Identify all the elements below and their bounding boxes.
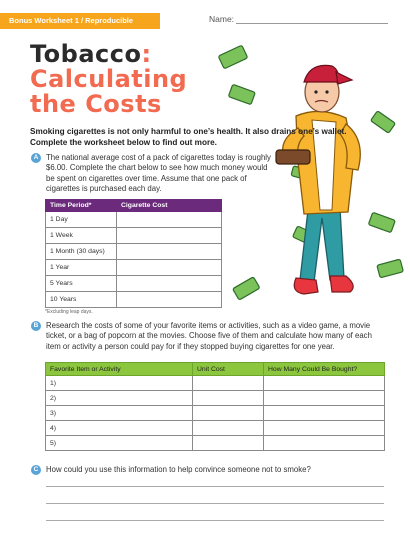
col-time-period: Time Period* [46,200,117,212]
table-header-row [46,200,222,212]
table-row [46,212,222,228]
cost-answer-cell[interactable] [117,292,222,308]
cost-answer-cell[interactable] [117,276,222,292]
section-c-text: How could you use this information to help convince someone not to smoke? [46,465,311,474]
title-line-2: Calculating [30,65,188,93]
unit-cost-cell[interactable] [193,406,264,421]
time-period-cell: 1 Year [46,260,117,276]
how-many-cell[interactable] [264,436,385,451]
how-many-cell[interactable] [264,391,385,406]
table-row [46,276,222,292]
cost-answer-cell[interactable] [117,212,222,228]
worksheet-tag: Bonus Worksheet 1 / Reproducible [0,13,160,29]
unit-cost-cell[interactable] [193,436,264,451]
section-a-badge: A [31,153,41,163]
table-row [46,228,222,244]
item-cell[interactable]: 3) [46,406,193,421]
name-label: Name: [209,14,235,24]
favorite-items-table [45,362,385,451]
cigarette-cost-table [45,199,222,308]
wallet-icon [276,150,310,164]
item-cell[interactable]: 5) [46,436,193,451]
title-colon: : [141,40,152,68]
answer-line[interactable] [46,486,384,487]
item-cell[interactable]: 1) [46,376,193,391]
time-period-cell: 5 Years [46,276,117,292]
unit-cost-cell[interactable] [193,391,264,406]
table-row [46,421,385,436]
section-c-badge: C [31,465,41,475]
col-cigarette-cost: Cigarette Cost [117,200,222,212]
cost-answer-cell[interactable] [117,244,222,260]
how-many-cell[interactable] [264,376,385,391]
title-line-1: Tobacco [30,40,142,68]
table-row [46,292,222,308]
answer-line[interactable] [46,503,384,504]
section-b-text: Research the costs of some of your favorite items or activities, such as a video game, a movie ticket, or a bag of popcorn at the movies. Choose five of them and calculate how many of each item or activity a person could pay for if they stopped buying cigarettes for one year. [46,321,372,351]
table-header-row [46,363,385,376]
page-title [30,42,187,117]
title-line-3: the Costs [30,90,162,118]
table-row [46,391,385,406]
table-footnote: *Excluding leap days. [45,309,93,315]
section-b-badge: B [31,321,41,331]
col-how-many: How Many Could Be Bought? [264,363,385,376]
cost-answer-cell[interactable] [117,228,222,244]
col-unit-cost: Unit Cost [193,363,264,376]
section-a-text: The national average cost of a pack of cigarettes today is roughly $6.00. Complete the chart below to see how much money would be spent on cigarettes over time. Assume that one pack of cigarettes is purchased each day. [46,153,271,194]
unit-cost-cell[interactable] [193,421,264,436]
intro-text: Smoking cigarettes is not only harmful to one’s health. It also drains one’s wallet. Complete the worksheet below to find out more. [30,127,347,147]
item-cell[interactable]: 4) [46,421,193,436]
unit-cost-cell[interactable] [193,376,264,391]
time-period-cell: 1 Month (30 days) [46,244,117,260]
time-period-cell: 1 Week [46,228,117,244]
table-row [46,244,222,260]
table-row [46,260,222,276]
table-row [46,376,385,391]
cost-answer-cell[interactable] [117,260,222,276]
table-row [46,436,385,451]
how-many-cell[interactable] [264,421,385,436]
how-many-cell[interactable] [264,406,385,421]
name-write-line[interactable] [236,23,388,24]
item-cell[interactable]: 2) [46,391,193,406]
time-period-cell: 10 Years [46,292,117,308]
answer-line[interactable] [46,520,384,521]
time-period-cell: 1 Day [46,212,117,228]
col-favorite-item: Favorite Item or Activity [46,363,193,376]
table-row [46,406,385,421]
